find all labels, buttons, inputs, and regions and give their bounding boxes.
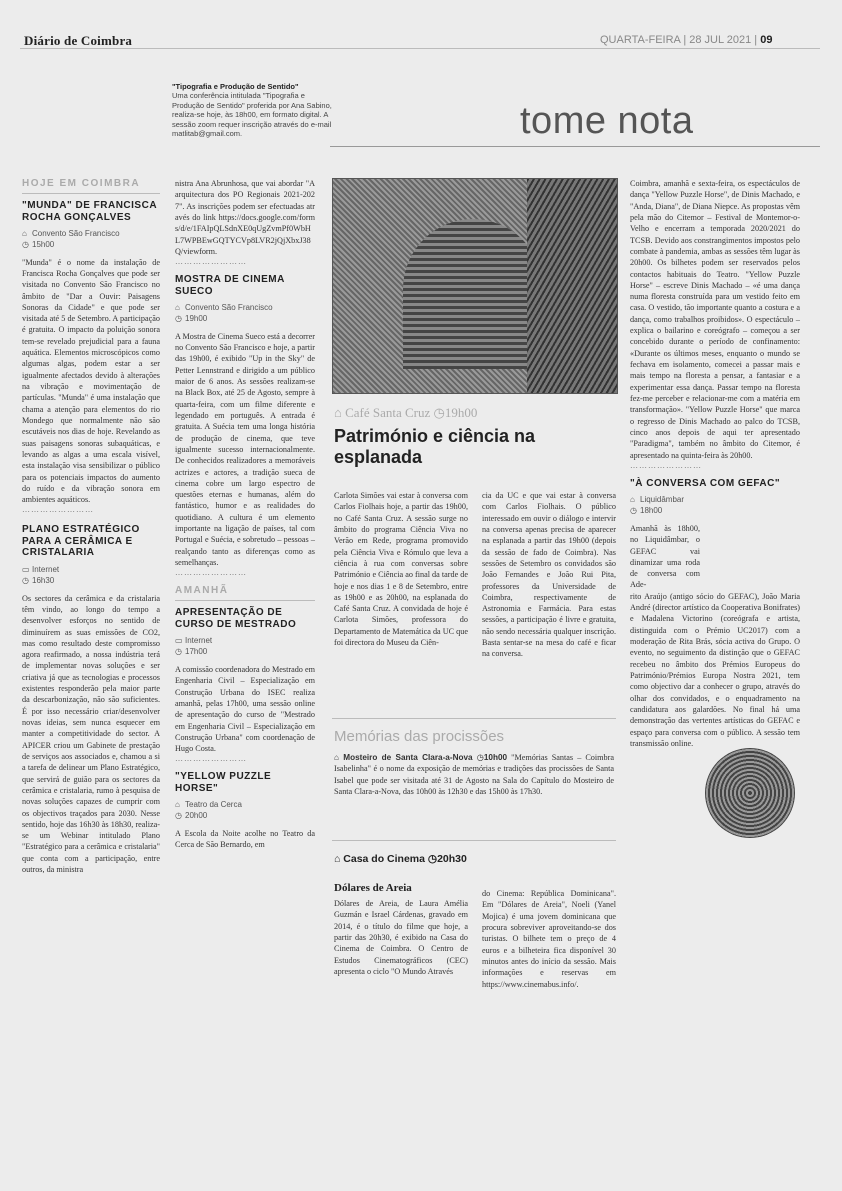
intro-title: "Tipografia e Produção de Sentido"	[172, 82, 299, 91]
top-divider	[20, 48, 820, 49]
event-time: 16h30	[32, 575, 55, 585]
internet-icon: ▭	[175, 636, 183, 646]
headline-gefac: "À CONVERSA COM GEFAC"	[630, 477, 781, 489]
divider	[22, 193, 160, 194]
article-body: A Mostra de Cinema Sueco está a decorrer no Convento São Francisco e hoje, a partir das 19h00, é exibido "Up in the Sky" de Petter Lennstrand e dirigido a um público maior de 6 anos. As sessões realizam-se na Black Box, até 25 de Agosto, sempre à quarta-feira, com um filme diferente e legendado em português. A entrada é gratuita. A Suécia tem uma longa história de produção de cinema, que teve igualmente sucesso internacionalmente. De conhecidos realizadores a memoráveis actrizes e actores, a tradição sueca de cinema cobre um largo espectro de questões eternas e humanas, além do fantástico, humor e as realidades do quotidiano. A cultura é um elemento importante na ligação de países, tal com Portugal e Suécia, e sobretudo – pessoas – realçando tanto as diferenças como as semelhanças.	[175, 331, 315, 568]
dateline: QUARTA-FEIRA | 28 JUL 2021 | 09	[600, 34, 773, 46]
event-time: 20h00	[185, 811, 208, 821]
feature-body-left: Carlota Simões vai estar à conversa com Carlos Fiolhais hoje, a partir das 19h00, no Café Santa Cruz. A sessão surge no âmbito do programa Ciência Viva no Verão em Rede, programa promovido pela Ciência Viva e Rómulo que leva a ciência à rua com conversas sobre Património e Ciência ao final da tarde de hoje e nos dias 1 e 8 de Setembro, entre as 19h00 e as 20h00, na esplanada do Café Santa Cruz. A convidada de hoje é Carlota Simões, professora do Departamento de Matemática da UC que foi directora do Museu da Ciên-	[334, 491, 468, 648]
section-label-tomorrow: AMANHÃ	[175, 585, 229, 597]
cinema-time: 20h30	[437, 853, 467, 865]
article-body: A comissão coordenadora do Mestrado em Engenharia Civil – Especialização em Construção Urbana do ISEC realiza amanhã, pelas 17h00, uma sessão online de apresentação do curso de "Mestrado em Engenharia Civil – Especialização em Construção Urbana" com coordenação de Hugo Costa.	[175, 664, 315, 754]
memorias-text: "Memórias Santas – Coimbra Isabelinha" é o nome da exposição de memórias e tradições das procissões de Santa Isabel que pode ser visitada até 31 de Agosto na Sala do Capítulo do Mosteiro de Santa Clara-a-Nova, das 10h00 às 12h30 e das 15h00 às 17h30.	[334, 753, 615, 796]
article-body-continued: nistra Ana Abrunhosa, que vai abordar "A arquitectura dos PO Regionais 2021-2027". As inscrições podem ser efectuadas através do link https://docs.google.com/forms/d/e/1FAIpQLSdnXE0qUgZvmPf0WbHL7WPBEwGQTYCVp8LVR2jQjXbxJ38Q/viewform.	[175, 179, 315, 256]
feature-place: Café Santa Cruz	[345, 405, 431, 420]
memorias-time: 10h00	[483, 753, 508, 762]
clock-icon: ◷	[175, 647, 182, 657]
event-meta	[175, 303, 315, 325]
location-icon: ⌂	[334, 405, 342, 420]
feature-photo	[332, 178, 618, 394]
cinema-place: Casa do Cinema	[343, 853, 425, 865]
memorias-title: Memórias das procissões	[334, 728, 505, 745]
clock-icon: ◷	[22, 239, 29, 249]
divider	[332, 840, 616, 841]
section-title: tome nota	[520, 100, 694, 142]
article-body-short: Amanhã às 18h00, no Liquidâmbar, o GEFAC vai dinamizar uma roda de conversa com Ade-	[630, 523, 700, 590]
event-place: Convento São Francisco	[185, 303, 273, 313]
page-number: 09	[760, 34, 773, 46]
article-body: Os sectores da cerâmica e da cristalaria têm vindo, ao longo do tempo a desenvolver esforços no sentido de diminuírem as suas emissões de CO2, mas como resultado deste compromisso agora reafirmado, a nossa indústria terá de implementar novas soluções e ser criativa já que as tecnologias e processos existentes responderão pela maior parte da descarbonização, não são suficientes. É por isso necessário criar/desenvolver novas ideias, sem nunca esquecer em manter a competitividade do sector. A APICER criou um Gabinete de prestação de serviços aos associados e, chamou a si a tarefa de delinear um Plano Estratégico, que servirá de guião para os sectores da cerâmica e cristalaria, rumo à pesquisa de novas soluções capazes de cumprir com os objectivos traçados para 2030. Nesse sentido, hoje das 16h30 às 18h30, realiza-se um Webinar intitulado Plano "Estratégico para a cerâmica e cristalaria" que conta com a participação, entre outros, da ministra	[22, 593, 160, 875]
column-1	[22, 178, 160, 875]
clock-icon: ◷	[175, 811, 182, 821]
event-time: 17h00	[185, 647, 208, 657]
clock-icon: ◷	[427, 853, 438, 865]
separator-dots: ……………………	[175, 754, 247, 764]
location-icon: ⌂	[334, 853, 341, 865]
cinema-meta	[334, 853, 467, 865]
memorias-body	[334, 752, 614, 797]
intro-text: Uma conferência intitulada "Tipografia e Produção de Sentido" proferida por Ana Sabino, realiza-se hoje, às 18h00, em formato digital. A sessão zoom requer inscrição através do e-mail matlitab@gmail.com.	[172, 91, 332, 138]
event-meta	[22, 565, 160, 587]
event-meta	[175, 800, 315, 822]
event-place: Liquidâmbar	[640, 495, 685, 505]
event-time: 18h00	[640, 506, 663, 516]
location-icon: ⌂	[22, 229, 27, 238]
clock-icon: ◷	[476, 753, 484, 762]
clock-icon: ◷	[22, 575, 29, 585]
photo-arch	[403, 219, 543, 369]
article-body: rito Araújo (antigo sócio do GEFAC), João Maria André (director artístico da Cooperativa Bonifrates) e Madalena Victorino (coreógrafa e artista, distinguida com o Prémio UC2017) com a moderação de Rita Brás, sócia activa do Grupo. O evento, no seguimento da distinção que o GEFAC recebeu no âmbito dos Prémios Europeus do Património/Prémios Europa Nostra 2021, tem como objectivo dar a conhecer o grupo, através do olhar dos convidados, e o enquadramento na candidatura aos galardões. No final há uma demonstração das vertentes artísticas do GEFAC e espaço para conversa com o público. A sessão tem transmissão online.	[630, 591, 800, 748]
section-title-rule	[330, 146, 820, 147]
intro-box	[172, 82, 332, 138]
internet-icon: ▭	[22, 564, 30, 574]
date: 28 JUL 2021	[689, 34, 752, 46]
location-icon: ⌂	[334, 753, 344, 762]
article-body: A Escola da Noite acolhe no Teatro da Cerca de São Bernardo, em	[175, 829, 315, 850]
feature-time: 19h00	[444, 405, 478, 420]
memorias-place: Mosteiro de Santa Clara-a-Nova	[343, 753, 473, 762]
column-4	[630, 178, 800, 749]
divider	[332, 718, 616, 719]
divider	[175, 600, 315, 601]
event-place: Convento São Francisco	[32, 229, 120, 238]
masthead: Diário de Coimbra	[24, 33, 133, 48]
column-2	[175, 178, 315, 851]
feature-headline: Património e ciência na esplanada	[334, 426, 536, 467]
event-meta	[22, 229, 160, 251]
event-meta	[175, 636, 315, 658]
headline-mestrado: APRESENTAÇÃO DE CURSO DE MESTRADO	[175, 607, 297, 630]
feature-body-right: cia da UC e que vai estar à conversa com Carlos Fiolhais. O público interessado em ouvir o diálogo e intervir na conversa apenas precisa de aparecer na esplanada a partir das 19h00 (depois da sessão de fado de Coimbra). Nas sessões de Setembro os convidados são João Fernandes e João Rui Pita, professores da Universidade de Coimbra, respectivamente de Astronomia e Farmácia. Para estas sessões, a participação é livre e gratuita, não sendo necessária qualquer inscrição. Basta sentar-se na mesa do café e ficar na conversa.	[482, 491, 616, 659]
event-time: 15h00	[32, 239, 55, 249]
location-icon: ⌂	[175, 800, 180, 810]
event-meta	[630, 495, 800, 517]
clock-icon: ◷	[175, 313, 182, 323]
cinema-title: Dólares de Areia	[334, 882, 412, 894]
separator-dots: ……………………	[175, 568, 247, 578]
cinema-body-right: do Cinema: República Dominicana". Em "Dólares de Areia", Noeli (Yanel Mojica) é uma jovem dominicana que procura sobreviver aproveitando-se dos turistas. O bilhete tem o preço de 4 euros e a bilheteira fica disponível 30 minutos antes do início da sessão. Mais informações e reservas em https://www.cinemabus.info/.	[482, 889, 616, 989]
event-place: Internet	[32, 564, 60, 574]
event-place: Internet	[185, 636, 213, 646]
event-place: Teatro da Cerca	[185, 800, 242, 810]
weekday: QUARTA-FEIRA	[600, 34, 681, 46]
article-body-continued: Coimbra, amanhã e sexta-feira, os espectáculos de dança "Yellow Puzzle Horse", de Dinis Machado, e "Anda, Diana", de Diana Niepce. As propostas vêm pela mão do Citemor – Festival de Montemor-o-Velho e encerram a temporada 2020/2021 do TCSB. Devido aos constrangimentos impostos pelo combate à pandemia, ambas as sessões têm lugar às 20h00. Os bilhetes podem ser reservados pelos contactos habituais do Teatro. "Yellow Puzzle Horse" – escreve Dinis Machado – «é uma dança numa floresta construída para um vestido feito em casa. O vestido, tão importante quanto a costura e a dança, como trabalhos proibidos». O espectáculo – explica o bailarino e coreógrafo – começou a ser concebido durante o período de confinamento: «Durante os últimos meses, enquanto o mundo se fechava em isolamento, comecei a passar mais e mais tempo na floresta a pensar, a fantasiar e a experimentar essa dança. Passar tempo na floresta fez-me perceber e relacionar-me com a matéria em transformação». "Yellow Puzzle Horse" que marca o regresso de Dinis Machado ao palco do TCSB, cinco anos depois de aqui ter apresentado "Paradigma", também no âmbito do Citemor, é apresentado na quinta-feira às 20h00.	[630, 179, 800, 460]
headline-plano: PLANO ESTRATÉGICO PARA A CERÂMICA E CRISTALARIA	[22, 524, 140, 559]
cinema-body-left: Dólares de Areia, de Laura Amélia Guzmán e Israel Cárdenas, gravado em 2014, é o título do filme que hoje, a partir das 20h30, é exibido na Casa do Cinema de Coimbra. O Centro de Estudos Cinematográficos (CEC) apresenta o ciclo "O Mundo Através	[334, 899, 468, 976]
headline-munda: "MUNDA" DE FRANCISCA ROCHA GONÇALVES	[22, 200, 157, 223]
feature-meta	[334, 405, 477, 421]
clock-icon: ◷	[433, 405, 445, 420]
event-time: 19h00	[185, 313, 208, 323]
location-icon: ⌂	[630, 495, 635, 505]
separator-dots: ……………………	[22, 505, 94, 515]
headline-cinema-sueco: MOSTRA DE CINEMA SUECO	[175, 274, 285, 297]
clock-icon: ◷	[630, 506, 637, 516]
location-icon: ⌂	[175, 303, 180, 313]
section-label-today: HOJE EM COIMBRA	[22, 178, 141, 189]
photo-tree	[527, 179, 617, 393]
separator-dots: ……………………	[630, 460, 702, 470]
article-body: "Munda" é o nome da instalação de Francisca Rocha Gonçalves que pode ser visitada no Convento São Francisco no âmbito de "Dar a Ouvir: Paisagens Sonoras da Cidade" e que pode ser visitada até 5 de Setembro. A participação é gratuita. O impacto da poluição sonora tem-se revelado prejudicial para a fauna aquática. Elementos microscópicos como algumas algas, podem estar a ser igualmente afectados devido à alterações na vibração e movimentação de partículas. "Munda" é uma instalação que chama a atenção para elementos do rio Mondego que normalmente não são escutáveis nos dias de hoje. Revelando as suas paisagens sonoras subaquáticas, e levando as algas a uma escala visível, esta instalação visa sensibilizar o público para os potenciais impactos do aumento do ruído e da vibração sonora em ambientes aquáticos.	[22, 257, 160, 505]
separator-dots: ……………………	[175, 257, 247, 267]
gefac-photo	[705, 748, 795, 838]
headline-yellow-puzzle: "YELLOW PUZZLE HORSE"	[175, 771, 272, 794]
